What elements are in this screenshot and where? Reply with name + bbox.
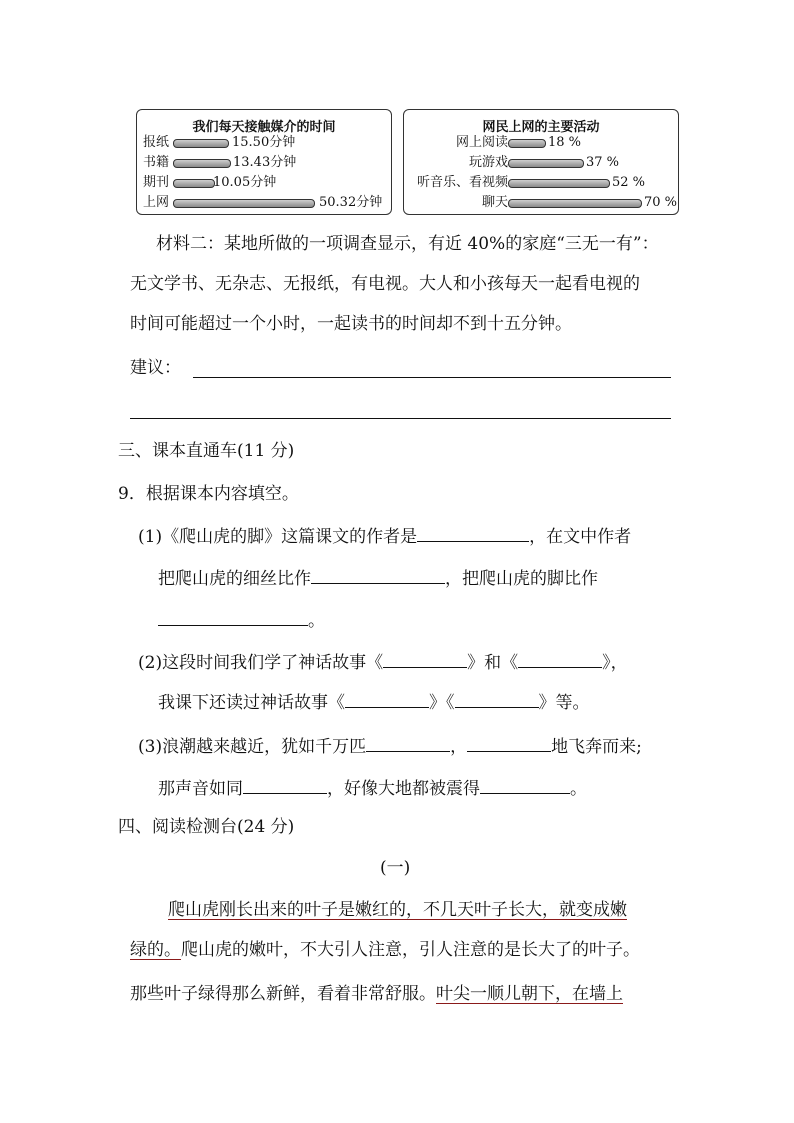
chart-label: 聊天 [481,195,508,210]
suggestion-label: 建议： [130,358,181,378]
chart-row [404,174,678,192]
media-chart-title: 我们每天接触媒介的时间 [192,120,336,135]
text: (3)浪潮越来越近，犹如千万匹 [138,737,367,757]
text: 》《 [429,693,455,713]
answer-blank[interactable] [158,608,308,626]
text: 。 [570,779,587,799]
answer-blank[interactable] [417,524,529,542]
section4-heading: 四、阅读检测台(24 分) [118,817,295,837]
text: 》等。 [538,693,590,713]
chart-value: 50.32分钟 [319,195,383,210]
chart-value: 13.43分钟 [233,155,297,170]
text: (2)这段时间我们学了神话故事《 [138,653,384,673]
question-9-3-cont [158,776,587,799]
chart-value: 15.50分钟 [232,135,296,150]
chart-label: 书籍 [143,155,170,170]
text: 我课下还读过神话故事《 [158,693,345,713]
text: (1)《爬山虎的脚》这篇课文的作者是 [138,527,418,547]
chart-label: 玩游戏 [468,155,508,170]
text: ，在文中作者 [529,527,632,547]
question-9-3 [138,734,642,757]
text: 》和《 [467,653,519,673]
text: ，把爬山虎的脚比作 [445,569,598,589]
material2-line: 无文学书、无杂志、无报纸，有电视。大人和小孩每天一起看电视的 [130,274,640,294]
answer-blank[interactable] [518,650,602,668]
answer-blank[interactable] [455,690,539,708]
chart-bar [173,159,231,168]
answer-blank[interactable] [480,776,570,794]
underlined-text: 叶尖一顺儿朝下，在墙上 [436,984,623,1004]
answer-blank[interactable] [345,690,429,708]
passage-number: (一) [380,858,411,878]
chart-label: 报纸 [143,135,170,150]
chart-bar [173,199,315,208]
chart-row [143,154,387,172]
question-9-2-cont [158,690,590,713]
chart-label: 上网 [143,195,170,210]
chart-value: 70 % [644,195,678,210]
chart-bar [173,139,229,148]
chart-row [404,154,678,172]
chart-label: 听音乐、看视频 [416,175,508,190]
chart-value: 52 % [612,175,646,190]
underlined-text: 绿的。 [130,940,181,960]
text: ，好像大地都被震得 [327,779,480,799]
text: 爬山虎的嫩叶，不大引人注意，引人注意的是长大了的叶子。 [181,940,640,960]
internet-activity-chart [403,109,679,215]
material2-line: 材料二：某地所做的一项调查显示，有近 40%的家庭“三无一有”： [156,234,659,254]
question-9-1-cont [158,566,598,589]
chart-row [143,174,387,192]
chart-value: 37 % [586,155,620,170]
chart-row [404,194,678,212]
question-9-2 [138,650,628,673]
answer-blank[interactable] [311,566,445,584]
chart-label: 期刊 [143,175,170,190]
text: 。 [308,611,325,631]
chart-bar [508,159,584,168]
media-time-chart [136,109,392,215]
answer-blank[interactable] [243,776,327,794]
answer-blank[interactable] [366,734,450,752]
suggestion-answer-line[interactable] [193,377,671,378]
chart-row [143,194,387,212]
text: 把爬山虎的细丝比作 [158,569,311,589]
section3-heading: 三、课本直通车(11 分) [118,441,295,461]
underlined-text: 爬山虎刚长出来的叶子是嫩红的，不几天叶子长大，就变成嫩 [168,900,627,920]
chart-bar [508,199,642,208]
text: 那声音如同 [158,779,243,799]
text: ， [450,737,468,757]
text: 》， [602,653,628,673]
suggestion-answer-line[interactable] [130,418,671,419]
chart-value: 10.05分钟 [213,175,277,190]
chart-bar [173,179,215,188]
question-9-1 [138,524,631,547]
chart-bar [508,179,610,188]
material2-line: 时间可能超过一个小时，一起读书的时间却不到十五分钟。 [130,314,572,334]
passage-line [168,900,627,920]
answer-blank[interactable] [383,650,467,668]
question-9: 9．根据课本内容填空。 [118,484,299,504]
chart-label: 网上阅读 [455,135,508,150]
text: 地飞奔而来; [551,737,642,757]
chart-row [143,134,387,152]
question-9-1-cont [158,608,325,631]
passage-line [130,940,640,960]
passage-line [130,984,623,1004]
chart-value: 18 % [548,135,582,150]
text: 那些叶子绿得那么新鲜，看着非常舒服。 [130,984,436,1004]
chart-bar [508,139,546,148]
answer-blank[interactable] [467,734,551,752]
chart-row [404,134,678,152]
internet-chart-title: 网民上网的主要活动 [482,120,600,135]
